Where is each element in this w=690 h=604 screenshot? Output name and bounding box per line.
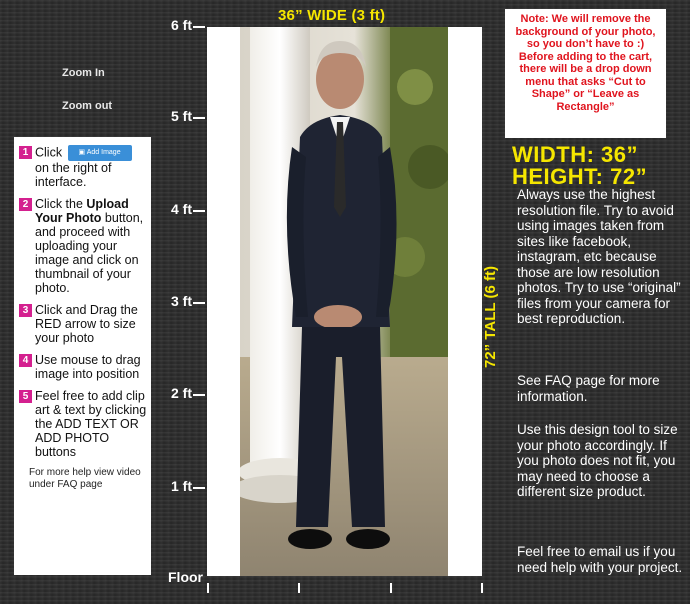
instructions-panel xyxy=(14,137,151,575)
ruler-tick xyxy=(193,487,205,489)
email-tip: Feel free to email us if you need help with your project. xyxy=(517,544,683,575)
ruler-label-6ft: 6 ft xyxy=(171,17,192,33)
instruction-step-1 xyxy=(19,145,147,189)
faq-tip: See FAQ page for more information. xyxy=(517,373,660,404)
width-tick xyxy=(481,583,483,593)
ruler-tick xyxy=(193,210,205,212)
note-body: Before adding to the cart, there will be a drop down menu that asks “Cut to Shape” or “Leave as Rectangle” xyxy=(518,50,653,113)
width-tick xyxy=(298,583,300,593)
step-number: 1 xyxy=(19,146,32,159)
width-dimension: WIDTH: 36” xyxy=(512,142,638,167)
uploaded-photo[interactable] xyxy=(240,27,448,576)
ruler-tick xyxy=(193,394,205,396)
zoom-out-button[interactable]: Zoom out xyxy=(62,100,113,112)
person-photo-image xyxy=(240,27,448,576)
resolution-tip: Always use the highest resolution file. Try to avoid using images taken from sites like facebook, instagram, etc because those are low resolution photos. Try to use “original” files from your camera for best reproduction. xyxy=(517,187,681,326)
sizing-tip: Use this design tool to size your photo accordingly. If you photo does not fit, you may need to choose a different size product. xyxy=(517,422,678,499)
ruler-tick xyxy=(193,302,205,304)
step-text: on the right of interface. xyxy=(35,161,112,189)
upload-photo-reference: Upload Your Photo xyxy=(35,197,129,225)
step-text: button, and proceed with uploading your image and click on thumbnail of your photo. xyxy=(35,211,144,295)
ruler-label-5ft: 5 ft xyxy=(171,108,192,124)
background-removal-note xyxy=(505,9,666,138)
design-canvas[interactable] xyxy=(207,27,482,576)
instruction-step-3 xyxy=(19,303,147,345)
ruler-floor-label: Floor xyxy=(168,569,203,585)
ruler-label-1ft: 1 ft xyxy=(171,478,192,494)
width-tick xyxy=(207,583,209,593)
height-heading: 72” TALL (6 ft) xyxy=(482,266,499,368)
ruler-label-4ft: 4 ft xyxy=(171,201,192,217)
step-number: 2 xyxy=(19,198,32,211)
note-title: Note: We will remove the background of your photo, so you don’t have to :) xyxy=(515,13,656,50)
width-heading: 36” WIDE (3 ft) xyxy=(278,7,386,24)
image-icon: ▣ xyxy=(78,149,87,156)
step-number: 3 xyxy=(19,304,32,317)
step-text: Click the xyxy=(35,197,87,211)
step-number: 4 xyxy=(19,354,32,367)
height-dimension: HEIGHT: 72” xyxy=(512,164,648,189)
step-number: 5 xyxy=(19,390,32,403)
help-text: For more help view video under FAQ page xyxy=(29,467,141,490)
step-text: Click and Drag the RED arrow to size your photo xyxy=(35,303,138,345)
ruler-tick xyxy=(193,117,205,119)
add-image-button-label: Add Image xyxy=(86,149,121,156)
ruler-label-3ft: 3 ft xyxy=(171,293,192,309)
add-image-button[interactable] xyxy=(68,145,132,161)
step-text: Use mouse to drag image into position xyxy=(35,353,141,381)
step-text: Click xyxy=(35,145,63,160)
instruction-step-5 xyxy=(19,389,147,459)
ruler-label-2ft: 2 ft xyxy=(171,385,192,401)
ruler-tick xyxy=(193,26,205,28)
instruction-step-4 xyxy=(19,353,147,381)
instruction-step-2 xyxy=(19,197,147,295)
step-text: Feel free to add clip art & text by clicking the ADD TEXT OR ADD PHOTO buttons xyxy=(35,389,147,459)
zoom-in-button[interactable]: Zoom In xyxy=(62,67,105,79)
width-tick xyxy=(390,583,392,593)
